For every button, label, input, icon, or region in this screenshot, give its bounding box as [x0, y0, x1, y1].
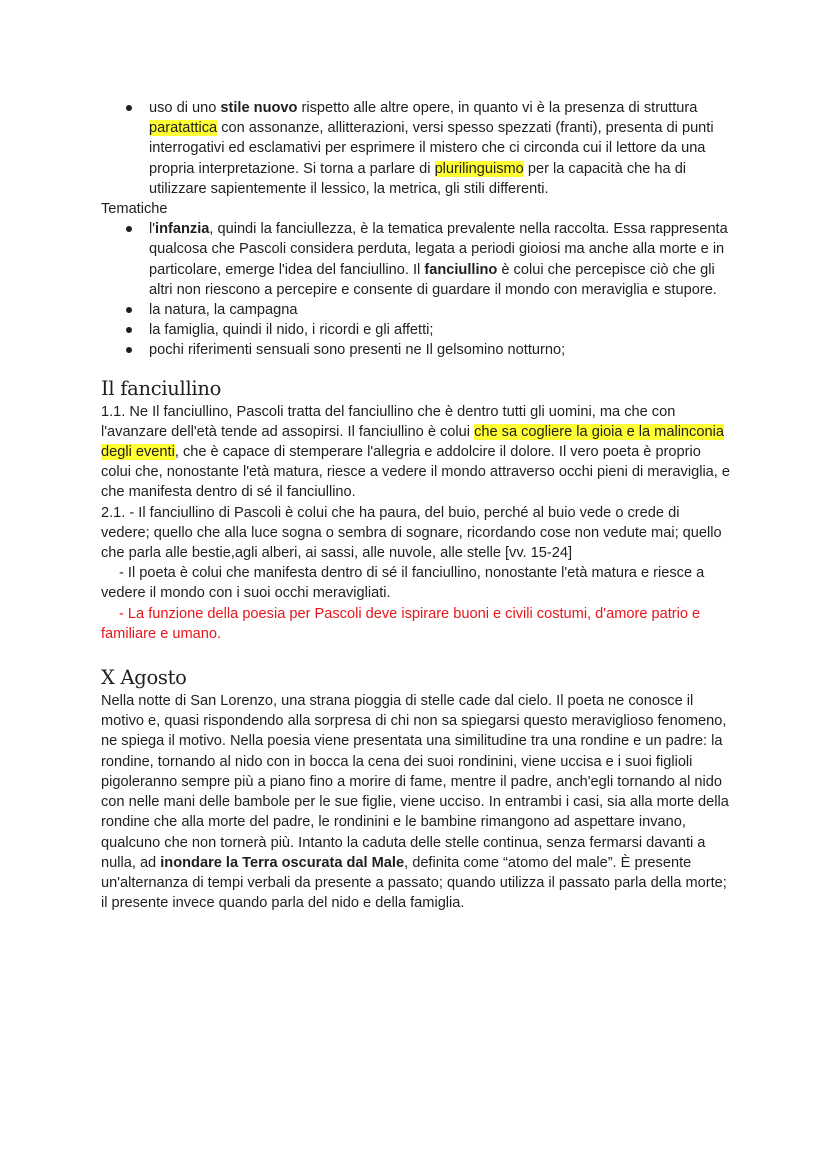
highlight-gioia-malinconia: che sa cogliere la gioia e la malinconia degli eventi — [101, 423, 724, 461]
bold-stile-nuovo: stile nuovo — [220, 100, 298, 116]
highlight-paratattica: paratattica — [149, 120, 218, 137]
tematiche-list — [101, 219, 731, 360]
text-run: , che è capace di stemperare l'allegria e addolcire il dolore. Il vero poeta è proprio colui che, nonostante l'età matura, riesce a vedere il mondo attraverso occhi pieni di meraviglia, e che manifesta dentro di sé il fanciullino. — [101, 444, 731, 501]
highlight-plurilinguismo: plurilinguismo — [434, 160, 524, 177]
bold-inondare-la-terra: inondare la Terra oscurata dal Male — [160, 854, 405, 871]
fanciullino-paragraph-2: 2.1. - Il fanciullino di Pascoli è colui che ha paura, del buio, perché al buio vede o crede di vedere; quello che alla luce sogna o sembra di sognare, ricordando cose non vedute mai; quello che parla alle bestie,agli alberi, ai sassi, alle nuvole, alle stelle [vv. 15-24] — [101, 504, 722, 562]
text-run: uso di uno — [149, 100, 221, 116]
bold-fanciullino: fanciullino — [424, 261, 498, 278]
text-run: , quindi la fanciullezza, è la tematica prevalente nella raccolta. Essa rappresenta qualcosa che Pascoli considera perduta, legata a periodi gioiosi ma anche alla morte e in particolare, emerge l'idea del fanciullino. Il — [149, 221, 728, 278]
bullet-natura: la natura, la campagna — [101, 300, 731, 320]
text-run: Nella notte di San Lorenzo, una strana pioggia di stelle cade dal cielo. Il poeta ne conosce il motivo e, quasi rispondendo alla sorpresa di chi non sa spiegarsi questo meraviglioso fenomeno, ne spiega il motivo. Nella poesia viene presentata una similitudine tra una rondine e un padre: la rondine, tornando al nido con in bocca la cena dei suoi rondinini, viene uccisa e i suoi figlioli pigoleranno sempre più a piano fino a morire di fame, mentre il padre, anch'egli tornando al nido con nelle mani delle bambole per le sue figlie, viene ucciso. In entrambi i casi, sia alla morte della rondine che alla morte del padre, le rondinini e le bambine rimangono ad aspettare invano, qualcuno che non tornerà più. Intanto la caduta delle stelle continua, senza fermarsi davanti a nulla, ad — [101, 693, 729, 871]
text-run: 1.1. Ne Il fanciullino, Pascoli tratta del fanciullino che è dentro tutti gli uomini, ma che con l'avanzare dell'età tende ad assopirsi. Il fanciullino è colui — [101, 403, 676, 440]
text-run: rispetto alle altre opere, in quanto vi è la presenza di struttura — [297, 100, 698, 116]
fanciullino-paragraph-1 — [101, 402, 731, 503]
heading-x-agosto: X Agosto — [101, 666, 187, 690]
heading-il-fanciullino: Il fanciullino — [101, 376, 222, 400]
fanciullino-paragraph-4-red: - La funzione della poesia per Pascoli deve ispirare buoni e civili costumi, d'amore patrio e familiare e umano. — [101, 605, 701, 642]
bullet-famiglia: la famiglia, quindi il nido, i ricordi e gli affetti; — [101, 320, 731, 340]
text-run: l' — [149, 221, 156, 238]
fanciullino-paragraph-3: - Il poeta è colui che manifesta dentro di sé il fanciullino, nonostante l'età matura e riesce a vedere il mondo con i suoi occhi meravigliati. — [101, 565, 705, 602]
document-content — [101, 98, 731, 913]
text-run: , definita come “atomo del male”. È presente un'alternanza di tempi verbali da presente a passato; quando utilizza il passato parla della morte; il presente invece quando parla del nido e della famiglia. — [101, 854, 727, 912]
bold-infanzia: infanzia — [155, 221, 210, 238]
tematiche-label: Tematiche — [101, 201, 168, 218]
bullet-stile-nuovo — [101, 98, 731, 199]
style-bullet-list — [101, 98, 731, 199]
text-run: per la capacità che ha di utilizzare sapientemente il lessico, la metrica, gli stili differenti. — [149, 160, 687, 197]
bullet-infanzia — [101, 219, 731, 300]
agosto-paragraph — [101, 691, 731, 913]
bullet-riferimenti-sensuali: pochi riferimenti sensuali sono presenti ne Il gelsomino notturno; — [101, 340, 731, 360]
text-run: è colui che percepisce ciò che gli altri non riescono a percepire e consente di guardare il mondo con meraviglia e stupore. — [149, 261, 717, 298]
text-run: con assonanze, allitterazioni, versi spesso spezzati (franti), presenta di punti interrogativi ed esclamativi per esprimere il mistero che ci circonda cui il lettore da una propria interpretazione. Si torna a parlare di — [149, 120, 714, 177]
